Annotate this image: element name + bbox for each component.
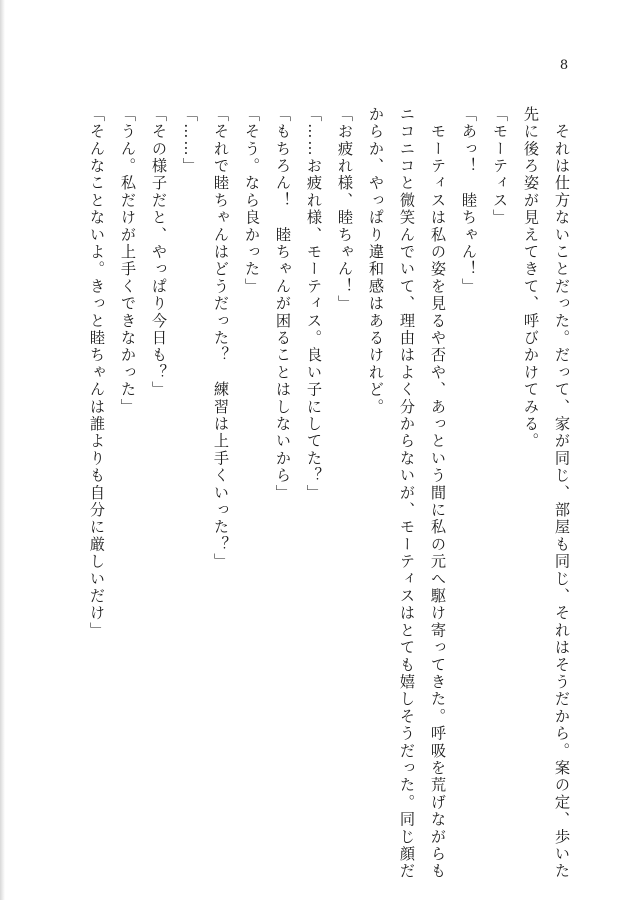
text-line: 「そんなことないよ。きっと睦ちゃんは誰よりも自分に厳しいだけ」 — [88, 106, 106, 640]
text-line: 「それで睦ちゃんはどうだった？ 練習は上手くいった？」 — [212, 106, 230, 571]
text-line: 「あっ！ 睦ちゃん！」 — [460, 106, 478, 296]
text-line: 「うん。私だけが上手くできなかった」 — [119, 106, 137, 416]
text-line: それは仕方ないことだった。だって、家が同じ、部屋も同じ、それはそうだから。案の定、歩いた — [553, 106, 571, 880]
body-text — [81, 106, 577, 880]
page-edge-shadow — [0, 0, 5, 900]
text-line: 「お疲れ様、睦ちゃん！」 — [336, 106, 354, 313]
text-line: 「その様子だと、やっぱり今日も？」 — [150, 106, 168, 399]
text-line: 「そう。なら良かった」 — [243, 106, 261, 296]
text-line: 「モーティス」 — [491, 106, 509, 227]
page-number: 8 — [559, 58, 569, 73]
text-line: 先に後ろ姿が見えてきて、呼びかけてみる。 — [522, 106, 540, 450]
text-line: 「もちろん！ 睦ちゃんが困ることはしないから」 — [274, 106, 292, 502]
text-line: ニコニコと微笑んでいて、理由はよく分からないが、モーティスはとても嬉しそうだった。同じ顔だ — [398, 106, 416, 880]
text-line: モーティスは私の姿を見るや否や、あっという間に私の元へ駆け寄ってきた。呼吸を荒げながらも — [429, 106, 447, 880]
text-line: からか、やっぱり違和感はあるけれど。 — [367, 106, 385, 416]
text-line: 「……」 — [181, 106, 199, 175]
text-line: 「……お疲れ様、モーティス。良い子にしてた？」 — [305, 106, 323, 502]
